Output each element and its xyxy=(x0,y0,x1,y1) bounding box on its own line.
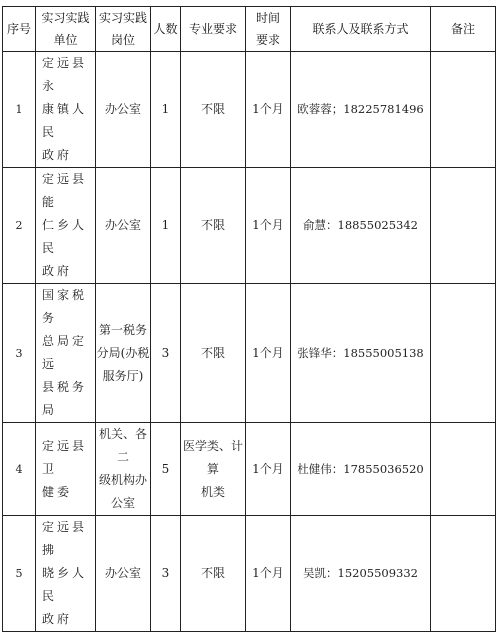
cell-count: 1 xyxy=(151,52,181,168)
header-duration xyxy=(246,7,291,52)
cell-unit-line: 仁乡人民 xyxy=(42,218,88,255)
header-major: 专业要求 xyxy=(181,7,246,52)
cell-index: 3 xyxy=(3,284,36,423)
cell-count: 1 xyxy=(151,168,181,284)
cell-index: 5 xyxy=(3,516,36,632)
cell-major-line: 不限 xyxy=(200,218,225,232)
cell-post-line: 办公室 xyxy=(104,218,141,232)
cell-duration: 1个月 xyxy=(246,423,291,516)
cell-major xyxy=(181,168,246,284)
cell-post-line: 办公室 xyxy=(104,102,141,116)
cell-post xyxy=(96,423,151,516)
internship-table xyxy=(2,6,496,632)
cell-unit-line: 定远县拂 xyxy=(42,520,88,557)
header-duration-line: 时间 xyxy=(255,11,280,25)
cell-index: 2 xyxy=(3,168,36,284)
cell-post-line: 分局(办税 xyxy=(96,345,150,360)
cell-unit-line: 政府 xyxy=(42,612,73,626)
cell-major-line: 医学类、计算 xyxy=(182,438,243,476)
header-post xyxy=(96,7,151,52)
header-index: 序号 xyxy=(3,7,36,52)
cell-post-line: 办公室 xyxy=(104,566,141,580)
cell-unit-line: 总局定远 xyxy=(42,334,88,371)
cell-count: 3 xyxy=(151,284,181,423)
cell-major-line: 不限 xyxy=(200,566,225,580)
cell-unit-line: 定远县能 xyxy=(42,172,88,209)
header-contact: 联系人及联系方式 xyxy=(291,7,431,52)
cell-unit-line: 晓乡人民 xyxy=(42,566,88,603)
cell-major xyxy=(181,516,246,632)
cell-post-line: 级机构办 xyxy=(98,473,147,487)
cell-major xyxy=(181,284,246,423)
cell-contact: 俞慧：18855025342 xyxy=(291,168,431,284)
cell-unit-line: 康镇人民 xyxy=(42,102,88,139)
cell-duration: 1个月 xyxy=(246,52,291,168)
cell-post xyxy=(96,168,151,284)
cell-unit-line: 国家税务 xyxy=(42,288,88,325)
header-row xyxy=(3,7,496,52)
cell-post-line: 机关、各二 xyxy=(98,427,147,464)
header-unit-line: 单位 xyxy=(53,33,78,47)
cell-major xyxy=(181,423,246,516)
cell-contact: 张锋华：18555005138 xyxy=(291,284,431,423)
cell-major xyxy=(181,52,246,168)
cell-unit-line: 政府 xyxy=(42,148,73,162)
header-count: 人数 xyxy=(151,7,181,52)
header-note: 备注 xyxy=(431,7,496,52)
cell-major-line: 机类 xyxy=(200,484,225,499)
cell-index: 1 xyxy=(3,52,36,168)
cell-duration: 1个月 xyxy=(246,168,291,284)
cell-note xyxy=(431,168,496,284)
cell-count: 5 xyxy=(151,423,181,516)
cell-post xyxy=(96,284,151,423)
cell-duration: 1个月 xyxy=(246,284,291,423)
cell-unit xyxy=(36,423,96,516)
cell-major-line: 不限 xyxy=(200,102,225,116)
cell-post-line: 服务厅) xyxy=(102,368,144,383)
table-row xyxy=(3,516,496,632)
cell-unit-line: 定远县永 xyxy=(42,56,88,93)
cell-post-line: 第一税务 xyxy=(98,322,147,337)
cell-unit-line: 定远县卫 xyxy=(42,438,88,476)
cell-unit xyxy=(36,516,96,632)
table-row xyxy=(3,168,496,284)
header-unit-line: 实习实践 xyxy=(41,11,90,25)
cell-post xyxy=(96,52,151,168)
header-post-line: 岗位 xyxy=(110,33,135,47)
cell-post xyxy=(96,516,151,632)
cell-contact: 欧蓉蓉；18225781496 xyxy=(291,52,431,168)
cell-index: 4 xyxy=(3,423,36,516)
cell-unit xyxy=(36,52,96,168)
cell-post-line: 公室 xyxy=(110,496,135,510)
cell-duration: 1个月 xyxy=(246,516,291,632)
cell-count: 3 xyxy=(151,516,181,632)
header-post-line: 实习实践 xyxy=(98,11,147,25)
table-row xyxy=(3,284,496,423)
cell-note xyxy=(431,284,496,423)
cell-unit-line: 健委 xyxy=(42,484,73,499)
cell-unit xyxy=(36,168,96,284)
cell-contact: 吴凯：15205509332 xyxy=(291,516,431,632)
cell-unit xyxy=(36,284,96,423)
cell-contact: 杜健伟：17855036520 xyxy=(291,423,431,516)
header-unit xyxy=(36,7,96,52)
cell-unit-line: 县税务局 xyxy=(42,380,88,417)
table-row xyxy=(3,423,496,516)
cell-unit-line: 政府 xyxy=(42,264,73,278)
cell-note xyxy=(431,423,496,516)
cell-note xyxy=(431,516,496,632)
table-row xyxy=(3,52,496,168)
cell-major-line: 不限 xyxy=(200,345,225,360)
cell-note xyxy=(431,52,496,168)
header-duration-line: 要求 xyxy=(255,33,280,47)
